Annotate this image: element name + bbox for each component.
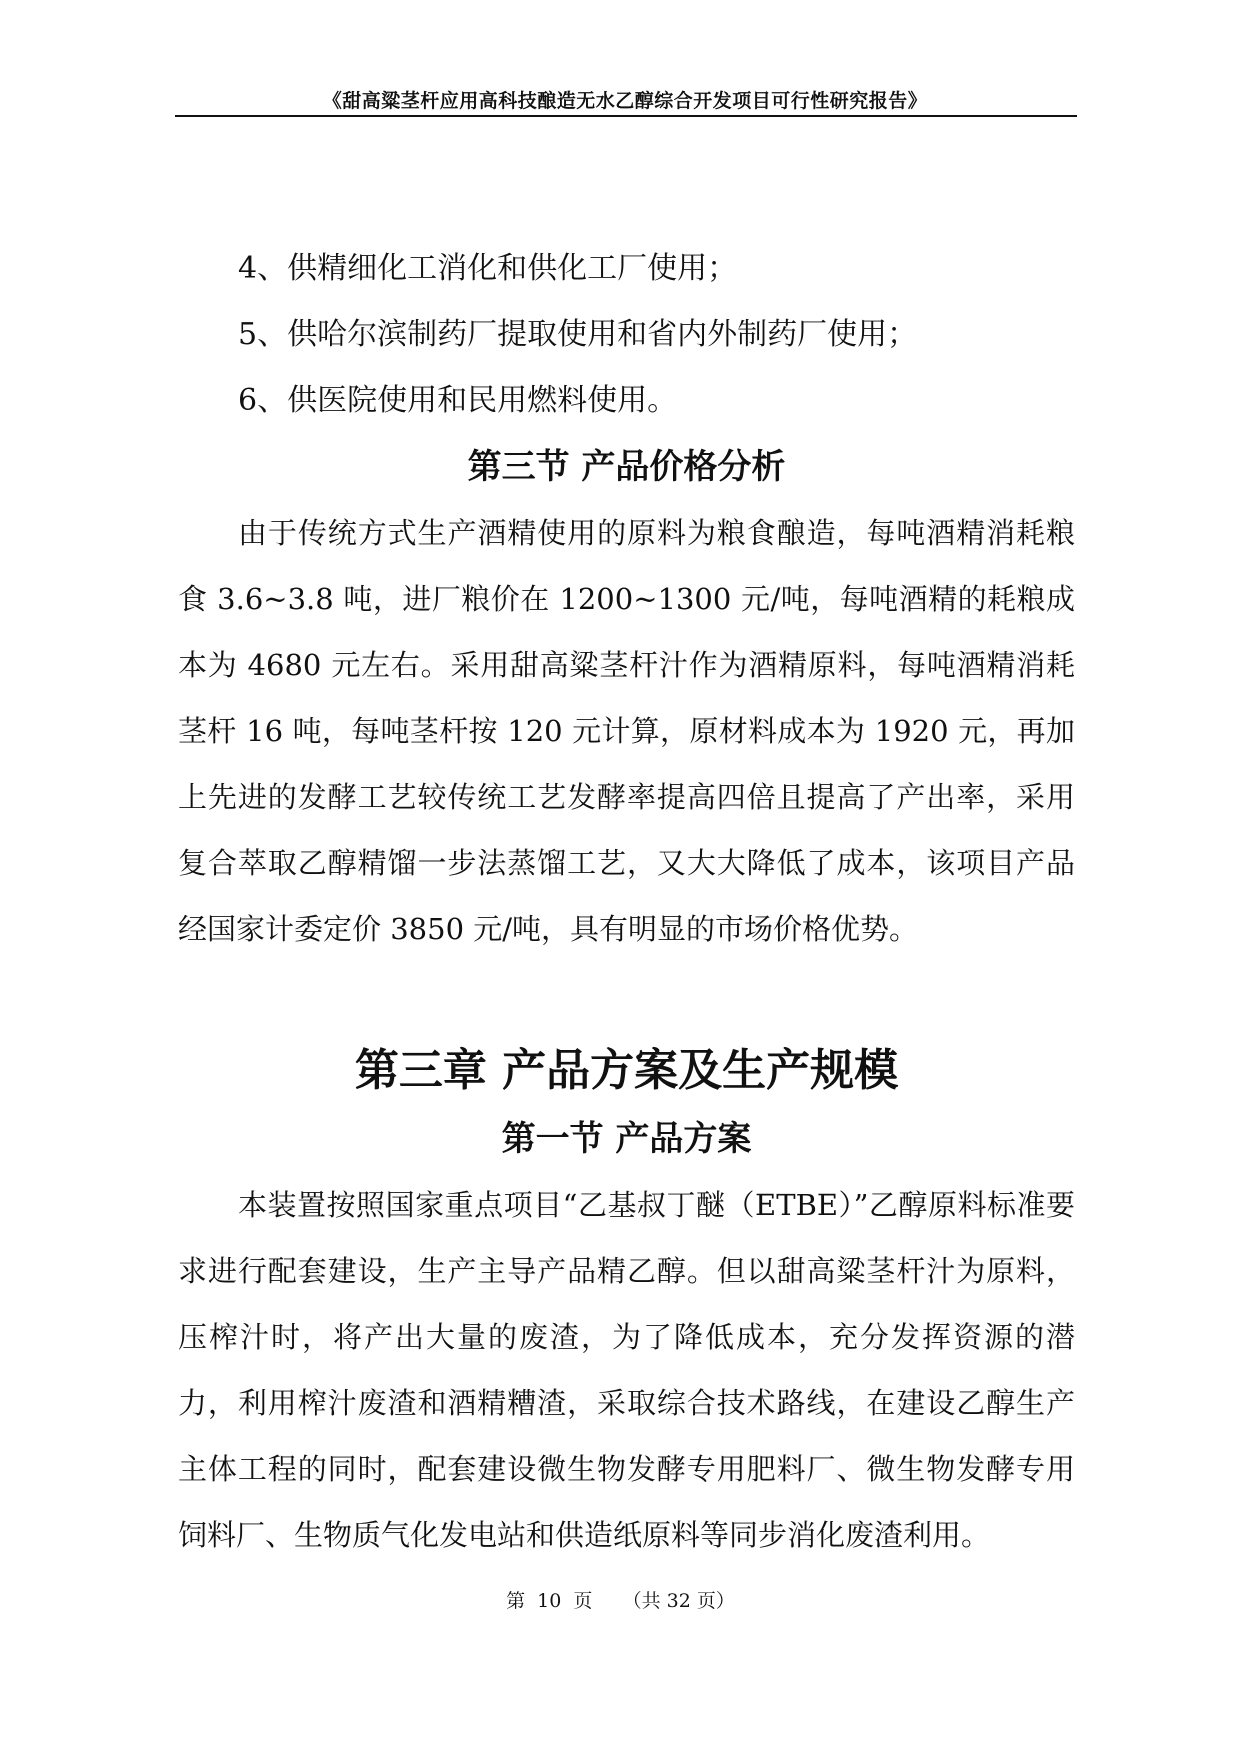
header-divider: [175, 115, 1077, 117]
paragraph-product-plan: 本装置按照国家重点项目“乙基叔丁醚（ETBE）”乙醇原料标准要求进行配套建设，生产主导产品精乙醇。但以甜高粱茎杆汁为原料，压榨汁时，将产出大量的废渣，为了降低成本，充分发挥资源的潜力，利用榨汁废渣和酒精糟渣，采取综合技术路线，在建设乙醇生产主体工程的同时，配套建设微生物发酵专用肥料厂、微生物发酵专用饲料厂、生物质气化发电站和供造纸原料等同步消化废渣利用。: [178, 1188, 1075, 1552]
document-header-title: 《甜高粱茎杆应用高科技酿造无水乙醇综合开发项目可行性研究报告》: [322, 90, 928, 112]
list-item: 4、供精细化工消化和供化工厂使用；: [238, 251, 738, 286]
page-number: 第 10 页 （共 32 页）: [506, 1590, 735, 1612]
list-item: 5、供哈尔滨制药厂提取使用和省内外制药厂使用；: [238, 317, 918, 352]
paragraph-price-analysis: 由于传统方式生产酒精使用的原料为粮食酿造，每吨酒精消耗粮食 3.6~3.8 吨，进厂粮价在 1200~1300 元/吨，每吨酒精的耗粮成本为 4680 元左右。采用甜高粱茎杆汁作为酒精原料，每吨酒精消耗茎杆 16 吨，每吨茎杆按 120 元计算，原材料成本为 1920 元，再加上先进的发酵工艺较传统工艺发酵率提高四倍且提高了产出率，采用复合萃取乙醇精馏一步法蒸馏工艺，又大大降低了成本，该项目产品经国家计委定价 3850 元/吨，具有明显的市场价格优势。: [178, 516, 1075, 946]
section-title-product-plan: 第一节 产品方案: [501, 1119, 752, 1159]
section-title-price-analysis: 第三节 产品价格分析: [467, 447, 786, 487]
list-item: 6、供医院使用和民用燃料使用。: [238, 383, 678, 418]
chapter-title: 第三章 产品方案及生产规模: [354, 1045, 899, 1096]
page-body: [178, 236, 1075, 1568]
